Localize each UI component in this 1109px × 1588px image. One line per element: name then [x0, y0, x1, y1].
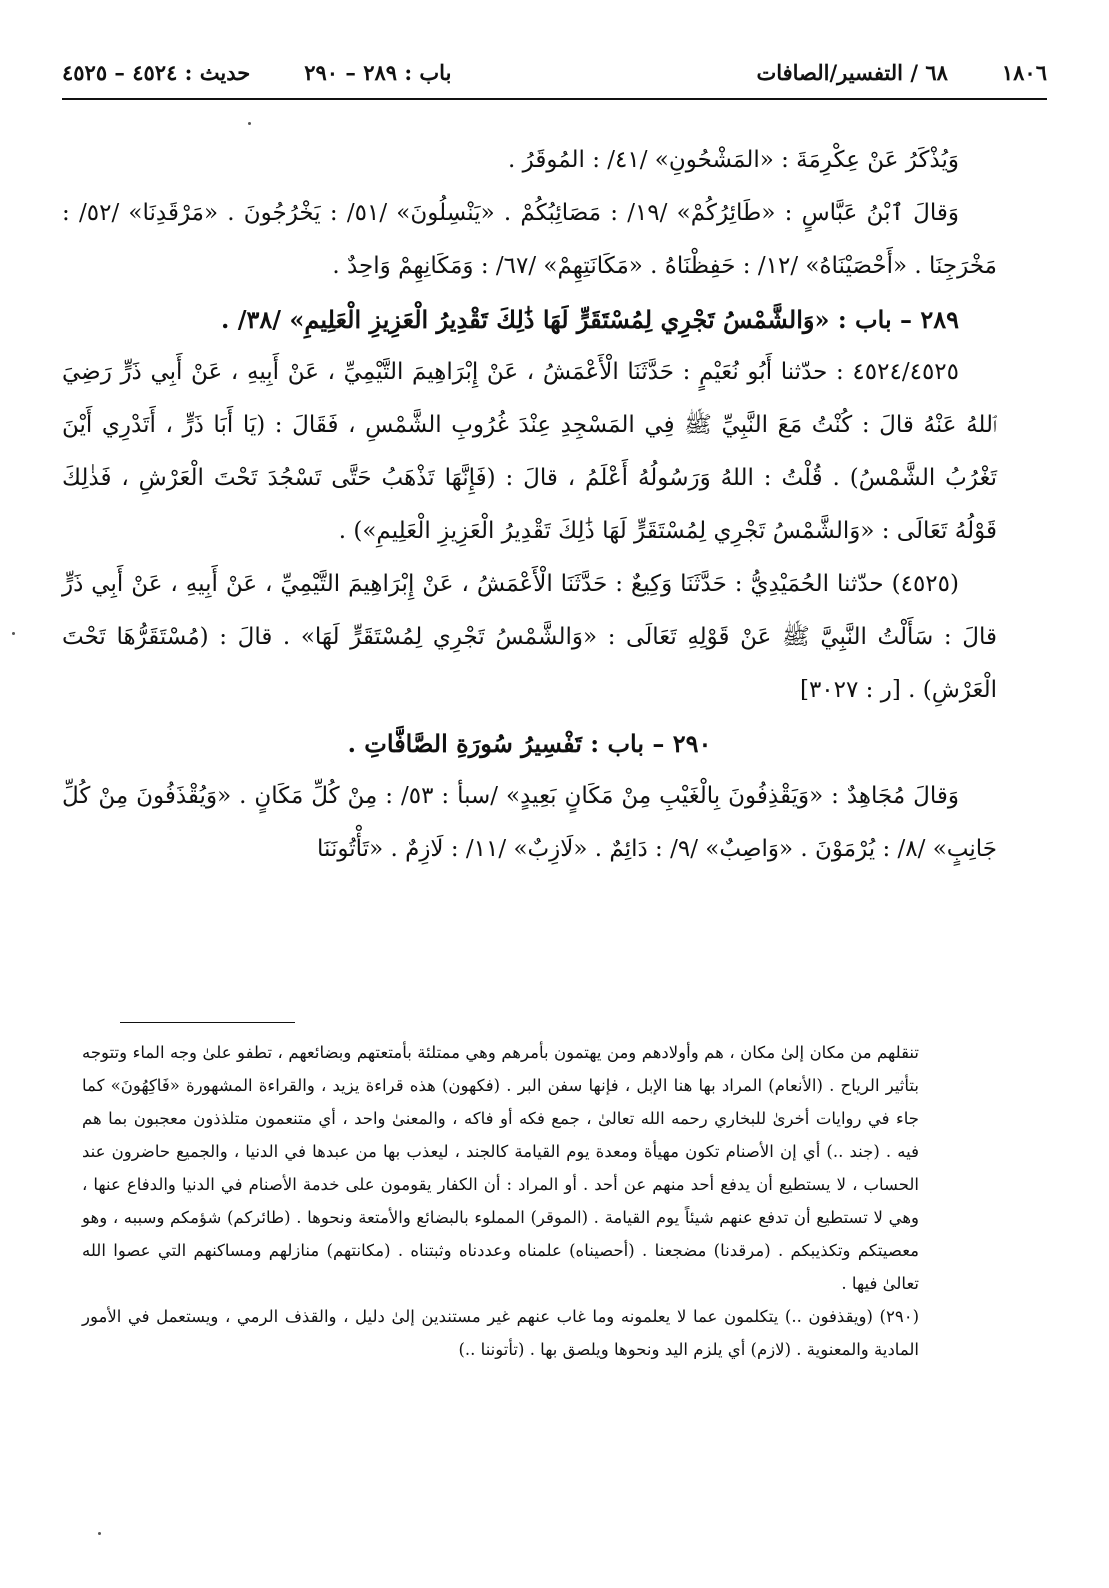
footnote-290: (٢٩٠) (ويقذفون ..) يتكلمون عما لا يعلمونه وما غاب عنهم غير مستندين إلىٰ دليل ، والقذف الرمي ، ويستعمل في الأمور المادية والمعنوية . (لازم) أي يلزم اليد ونحوها ويلصق بها . (تأتوننا ..): [82, 1307, 919, 1359]
bab-reference: باب : ٢٨٩ – ٢٩٠: [304, 59, 452, 85]
scan-speck: [98, 1532, 101, 1535]
footnote-divider: [120, 1022, 295, 1023]
main-text: [62, 134, 997, 876]
page-number: ١٨٠٦: [1001, 59, 1047, 85]
ibn-abbas-paragraph: وَقالَ ٱبْنُ عَبَّاسٍ : «طَائِرُكُمْ» /١٩/ : مَصَائِبُكُمْ . «يَنْسِلُونَ» /٥١/ : يَخْرُجُونَ . «مَرْقَدِنَا» /٥٢/ : مَخْرَجِنَا . «أَحْصَيْنَاهُ» /١٢/ : حَفِظْنَاهُ . «مَكَانَتِهِمْ» /٦٧/ : وَمَكَانِهِمْ وَاحِدٌ .: [62, 200, 997, 279]
chapter-290-heading: ٢٩٠ – باب : تَفْسِيرُ سُورَةِ الصَّافَّاتِ .: [347, 729, 712, 758]
header-divider: [62, 98, 1047, 100]
hadith-4524-paragraph: ٤٥٢٤/٤٥٢٥ : حدّثنا أَبُو نُعَيْمٍ : حَدَّثَنَا الْأَعْمَشُ ، عَنْ إِبْرَاهِيمَ التَّيْمِيِّ ، عَنْ أَبِيهِ ، عَنْ أَبِي ذَرٍّ رَضِيَ ٱللهُ عَنْهُ قالَ : كُنْتُ مَعَ النَّبِيِّ ﷺ فِي المَسْجِدِ عِنْدَ غُرُوبِ الشَّمْسِ ، فَقَالَ : (يَا أَبَا ذَرٍّ ، أَتَدْرِي أَيْنَ تَغْرُبُ الشَّمْسُ) . قُلْتُ : اللهُ وَرَسُولُهُ أَعْلَمُ ، قالَ : (فَإِنَّهَا تَذْهَبُ حَتَّى تَسْجُدَ تَحْتَ الْعَرْشِ ، فَذٰلِكَ قَوْلُهُ تَعَالَى : «وَالشَّمْسُ تَجْرِي لِمُسْتَقَرٍّ لَهَا ذَٰلِكَ تَقْدِيرُ الْعَزِيزِ الْعَلِيمِ») .: [62, 359, 997, 544]
header-right-group: [756, 60, 1047, 85]
hadith-reference: حديث : ٤٥٢٤ – ٤٥٢٥: [62, 59, 251, 85]
footnote-1: تنقلهم من مكان إلىٰ مكان ، هم وأولادهم ومن يهتمون بأمرهم وهي ممتلئة بأمتعتهم وبضائعهم ، تطفو علىٰ وجه الماء وتتوجه بتأثير الرياح . (الأنعام) المراد بها هنا الإبل ، فإنها سفن البر . (فكهون) هذه قراءة يزيد ، والقراءة المشهورة «فَاكِهُونَ» كما جاء في روايات أخرىٰ للبخاري رحمه الله تعالىٰ ، جمع فكه أو فاكه ، والمعنىٰ واحد ، أي متنعمون متلذذون معجبون بما هم فيه . (جند ..) أي إن الأصنام تكون مهيأة ومعدة يوم القيامة كالجند ، ليعذب بها من عبدها في الدنيا ، والجميع حاضرون عند الحساب ، لا يستطيع أن يدفع أحد منهم عن أحد . أو المراد : أن الكفار يقومون على خدمة الأصنام في الدنيا والدفاع عنها ، وهي لا تستطيع أن تدفع عنهم شيئاً يوم القيامة . (الموقر) المملوء بالبضائع والأمتعة ونحوها . (طائركم) شؤمكم وسببه ، وهو معصيتكم وتكذيبكم . (مرقدنا) مضجعنا . (أحصيناه) علمناه وعددناه وثبتناه . (مكانتهم) منازلهم ومساكنهم التي عصوا الله تعالىٰ فيها .: [82, 1043, 919, 1293]
running-header: [62, 52, 1047, 92]
mujahid-paragraph: وَقالَ مُجَاهِدٌ : «وَيَقْذِفُونَ بِالْغَيْبِ مِنْ مَكَانٍ بَعِيدٍ» /سبأ : ٥٣/ : مِنْ كُلِّ مَكَانٍ . «وَيُقْذَفُونَ مِنْ كُلِّ جَانِبٍ» /٨/ : يُرْمَوْنَ . «وَاصِبٌ» /٩/ : دَائِمٌ . «لَازِبٌ» /١١/ : لَازِمٌ . «تَأْتُونَنَا: [62, 783, 997, 862]
scan-speck: [248, 122, 251, 125]
chapter-289-heading: ٢٨٩ – باب : «وَالشَّمْسُ تَجْرِي لِمُسْتَقَرٍّ لَهَا ذَٰلِكَ تَقْدِيرُ الْعَزِيزِ الْعَلِيمِ» /٣٨/ .: [221, 305, 959, 334]
header-left-group: [62, 60, 451, 85]
hadith-4525-paragraph: (٤٥٢٥) حدّثنا الحُمَيْدِيُّ : حَدَّثَنَا وَكِيعٌ : حَدَّثَنَا الْأَعْمَشُ ، عَنْ إِبْرَاهِيمَ التَّيْمِيِّ ، عَنْ أَبِيهِ ، عَنْ أَبِي ذَرٍّ قالَ : سَأَلْتُ النَّبِيَّ ﷺ عَنْ قَوْلِهِ تَعَالَى : «وَالشَّمْسُ تَجْرِي لِمُسْتَقَرٍّ لَهَا» . قالَ : (مُسْتَقَرُّهَا تَحْتَ الْعَرْشِ) . [ر : ٣٠٢٧]: [62, 571, 997, 703]
book-path: ٦٨ / التفسير/الصافات: [756, 59, 948, 85]
footnotes: [82, 1036, 919, 1366]
scan-speck: [12, 632, 15, 635]
ikrima-paragraph: وَيُذْكَرُ عَنْ عِكْرِمَةَ : «المَشْحُونِ» /٤١/ : المُوقَرُ .: [508, 147, 959, 173]
